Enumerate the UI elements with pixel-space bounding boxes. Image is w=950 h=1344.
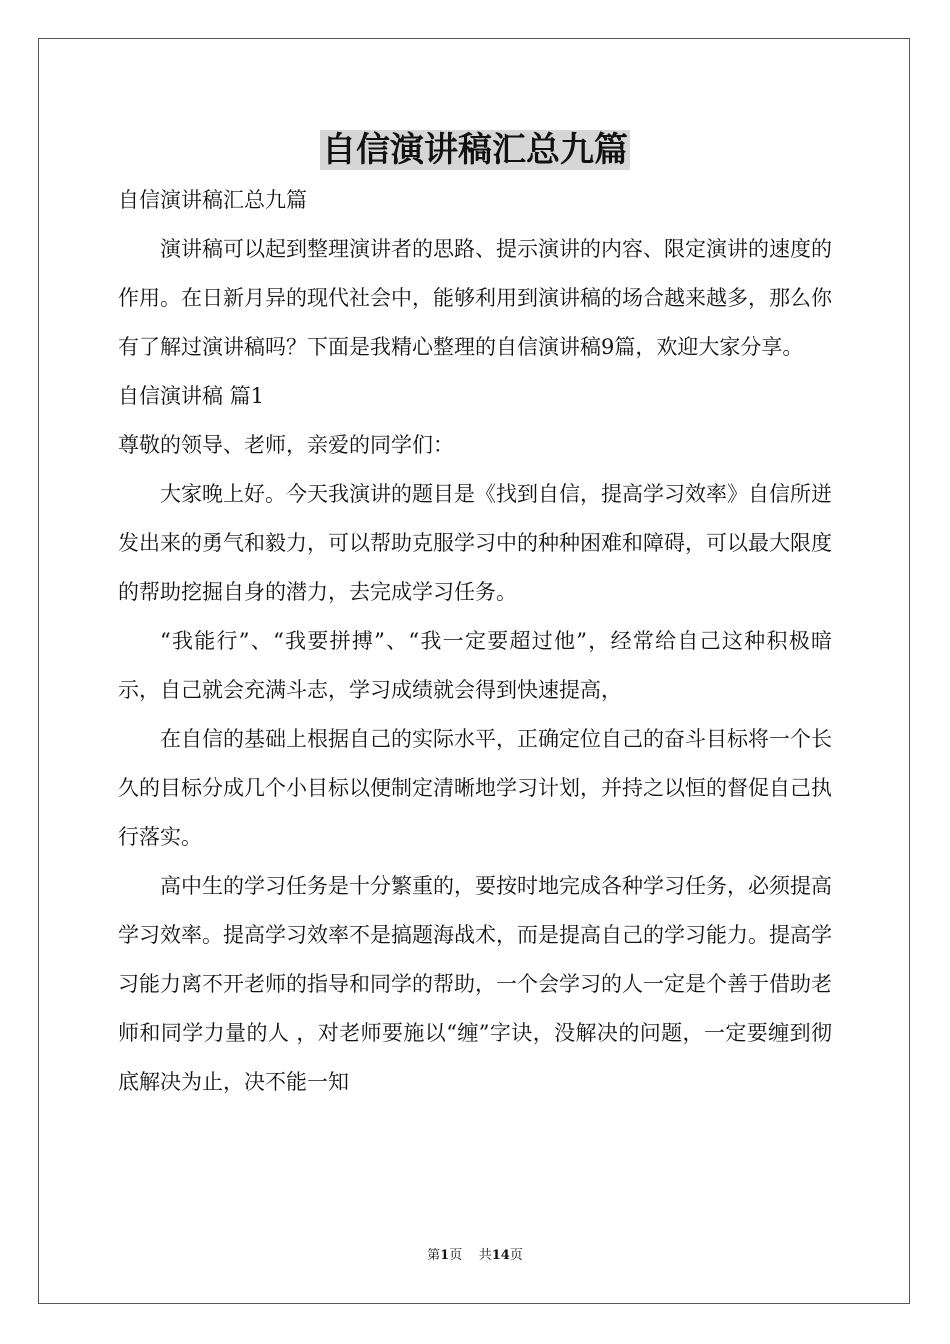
document-title-text: 自信演讲稿汇总九篇 [322, 130, 628, 170]
paragraph: 高中生的学习任务是十分繁重的，要按时地完成各种学习任务，必须提高学习效率。提高学习效率不是搞题海战术，而是提高自己的学习能力。提高学习能力离不开老师的指导和同学的帮助，一个会学习的人一定是个善于借助老师和同学力量的人 ，对老师要施以“缠”字诀，没解决的问题，一定要缠到彻底解决为止，决不能一知 [118, 874, 832, 1094]
document-subtitle: 自信演讲稿汇总九篇 [118, 188, 307, 212]
document-body [118, 176, 832, 1107]
paragraph: “我能行”、“我要拼搏”、“我一定要超过他”，经常给自己这种积极暗示，自己就会充满斗志，学习成绩就会得到快速提高， [118, 629, 832, 702]
document-title [0, 128, 950, 172]
salutation: 尊敬的领导、老师，亲爱的同学们： [118, 433, 454, 457]
total-suffix: 页 [509, 1248, 523, 1263]
page-prefix: 第 [427, 1248, 441, 1263]
paragraph: 在自信的基础上根据自己的实际水平，正确定位自己的奋斗目标将一个长久的目标分成几个小目标以便制定清晰地学习计划，并持之以恒的督促自己执行落实。 [118, 727, 832, 849]
page-suffix: 页 [449, 1248, 463, 1263]
page-footer [0, 1247, 950, 1265]
total-prefix: 共 [478, 1248, 492, 1263]
section-heading: 自信演讲稿 篇1 [118, 384, 265, 408]
page-number: 1 [440, 1248, 450, 1263]
total-pages: 14 [491, 1248, 510, 1263]
paragraph-intro: 演讲稿可以起到整理演讲者的思路、提示演讲的内容、限定演讲的速度的作用。在日新月异的现代社会中，能够利用到演讲稿的场合越来越多，那么你有了解过演讲稿吗？下面是我精心整理的自信演讲稿9篇，欢迎大家分享。 [118, 237, 832, 359]
paragraph: 大家晚上好。今天我演讲的题目是《找到自信，提高学习效率》自信所迸发出来的勇气和毅力，可以帮助克服学习中的种种困难和障碍，可以最大限度的帮助挖掘自身的潜力，去完成学习任务。 [118, 482, 832, 604]
